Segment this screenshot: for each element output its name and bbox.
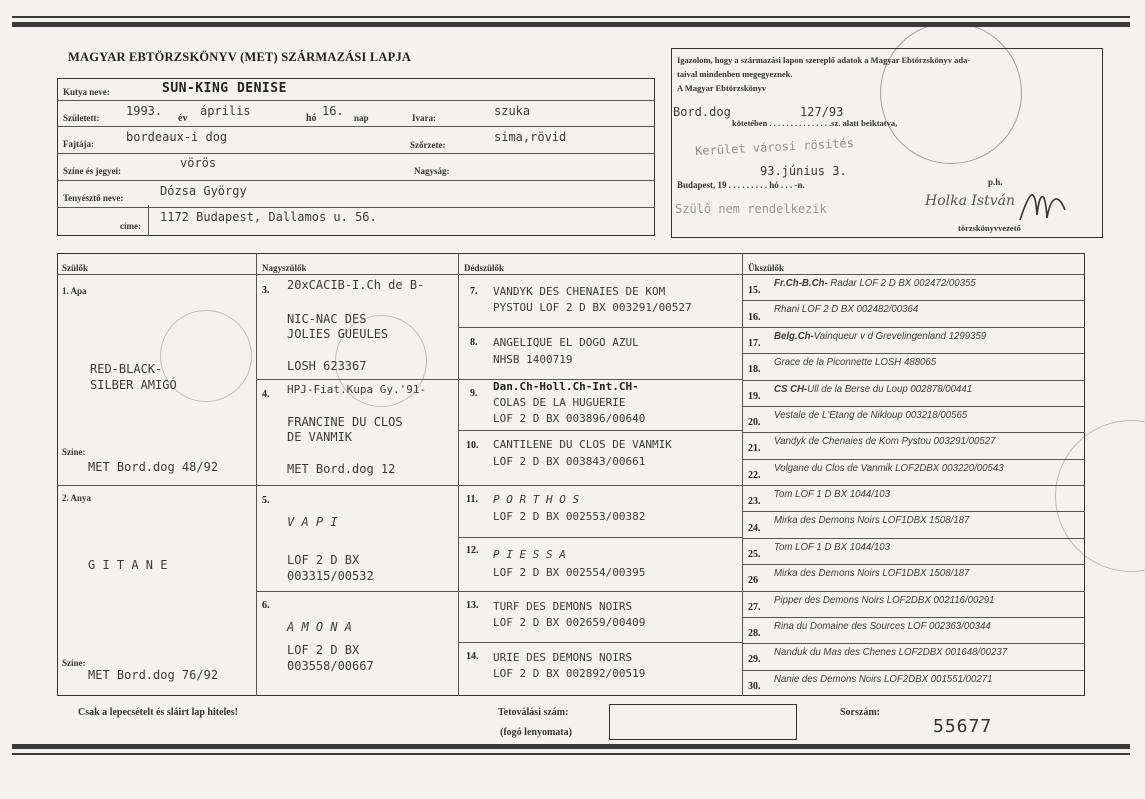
tattoo-label: Tetoválási szám: <box>498 707 569 718</box>
grandparent-line: FRANCINE DU CLOS <box>287 415 403 429</box>
born-month: április <box>200 104 251 118</box>
gggp-name: Nanduk du Mas des Chenes LOF2DBX 001648/00237 <box>774 646 1008 658</box>
ggp-num: 12. <box>466 545 479 556</box>
gggp-name: Ull de la Berse du Loup 002878/00441 <box>807 383 973 395</box>
gggp-entry <box>774 646 1007 658</box>
gggp-divider <box>742 459 1085 460</box>
ggp-line: LOF 2 D BX 002554/00395 <box>493 566 646 579</box>
ggp-line: VANDYK DES CHENAIES DE KOM <box>493 285 666 298</box>
gggp-divider <box>742 591 1085 592</box>
gggp-num: 26 <box>748 575 758 586</box>
grandparent-line: 003558/00667 <box>287 659 374 673</box>
gggp-num: 17. <box>748 338 761 349</box>
gggp-entry <box>774 514 969 526</box>
grandparent-line: LOF 2 D BX <box>287 643 360 657</box>
gggp-name: Vestale de L'Etang de Nikloup 003218/00565 <box>774 409 968 421</box>
ggp-num: 8. <box>470 337 478 348</box>
ggp-num: 13. <box>466 600 479 611</box>
gggp-name: Rina du Domaine des Sources LOF 002363/00344 <box>774 620 991 632</box>
gggp-title: CS CH- <box>774 383 808 395</box>
bottom-rule-thick <box>12 744 1130 749</box>
gggp-title: Fr.Ch-B.Ch- <box>774 277 828 289</box>
mother-label: 2. Anya <box>62 493 92 503</box>
grandparent-line: DE VANMIK <box>287 430 353 444</box>
grandparent-line: 003315/00532 <box>287 569 374 583</box>
breed-value: bordeaux-i dog <box>126 130 228 144</box>
sex-label: Ivara: <box>412 113 436 123</box>
gggp-entry <box>774 462 1004 474</box>
gggp-entry <box>774 541 890 553</box>
father-name-1: RED-BLACK- <box>90 362 163 376</box>
grandparent-line: HPJ-Fiat.Kupa Gy.'91- <box>287 383 427 396</box>
cert-text: A Magyar Ebtörzskönyv <box>677 83 767 93</box>
gggp-name: Pipper des Demons Noirs LOF2DBX 002116/00291 <box>774 594 995 606</box>
gggp-entry <box>774 488 890 500</box>
ggp-line: CANTILENE DU CLOS DE VANMIK <box>493 438 672 451</box>
ev-label: év <box>178 113 188 124</box>
date-line: Budapest, 19 . . . . . . . . . hó . . . -n. <box>677 180 805 190</box>
signature: Holka István <box>925 193 1016 209</box>
born-day: 16. <box>322 104 344 118</box>
divider <box>256 591 458 592</box>
gggp-name: Mirka des Demons Noirs LOF1DBX 1508/187 <box>774 514 970 526</box>
gggp-divider <box>742 353 1085 354</box>
gggp-name: Nanie des Demons Noirs LOF2DBX 001551/00271 <box>774 673 993 685</box>
breed-label: Fajtája: <box>63 139 94 149</box>
born-label: Született: <box>63 113 100 123</box>
divider <box>458 327 742 328</box>
mother-name: G I T A N E <box>88 558 168 572</box>
gggp-num: 21. <box>748 443 761 454</box>
gggp-num: 25. <box>748 549 761 560</box>
ggp-num: 11. <box>466 494 478 505</box>
gggp-name: Rhani LOF 2 D BX 002482/00364 <box>774 303 919 315</box>
gggp-name: Radar LOF 2 D BX 002472/00355 <box>827 277 976 289</box>
gggp-divider <box>742 300 1085 301</box>
gggp-entry <box>774 567 969 579</box>
sign-title: törzskönyvvezető <box>958 223 1021 233</box>
ggp-line: URIE DES DEMONS NOIRS <box>493 651 633 664</box>
divider <box>57 153 655 154</box>
grandparent-line: LOSH 623367 <box>287 359 367 373</box>
ggp-line: NHSB 1400719 <box>493 353 573 366</box>
ggp-line: LOF 2 D BX 002892/00519 <box>493 667 646 680</box>
ggp-line: P I E S S A <box>493 548 566 561</box>
ggp-line: COLAS DE LA HUGUERIE <box>493 396 626 409</box>
gggp-num: 16. <box>748 312 761 323</box>
gggp-entry <box>774 356 936 368</box>
gggp-divider <box>742 564 1085 565</box>
header-parents: Szülők <box>62 263 89 273</box>
divider <box>458 430 742 431</box>
gggp-divider <box>742 643 1085 644</box>
gp-num: 6. <box>262 600 270 611</box>
divider <box>57 126 655 127</box>
serial-label: Sorszám: <box>840 707 880 718</box>
cert-text: Igazolom, hogy a származási lapon szereplő adatok a Magyar Ebtörzskönyv ada- <box>677 55 971 65</box>
born-year: 1993. <box>126 104 163 118</box>
ph-label: p.h. <box>988 177 1003 187</box>
father-reg: MET Bord.dog 48/92 <box>88 460 219 474</box>
breeder-value: Dózsa György <box>160 184 247 198</box>
divider <box>57 180 655 181</box>
divider <box>256 379 458 380</box>
gp-num: 3. <box>262 285 270 296</box>
gggp-title: Belg.Ch- <box>774 330 814 342</box>
grandparent-line: 20xCACIB-I.Ch de B- <box>287 278 425 292</box>
gggp-name: Vandyk de Chenaies de Kom Pystou 003291/00527 <box>774 435 996 447</box>
parent-divider <box>57 485 458 486</box>
header-divider <box>57 274 1085 275</box>
col-divider <box>742 253 743 696</box>
gggp-num: 19. <box>748 391 761 402</box>
grandparent-line: LOF 2 D BX <box>287 553 360 567</box>
header-great-grandparents: Dédszülők <box>464 263 505 273</box>
ggp-num: 10. <box>466 440 479 451</box>
gggp-entry <box>774 435 995 447</box>
divider <box>57 207 655 208</box>
color-label: Színe és jegyei: <box>63 166 121 176</box>
father-name-2: SILBER AMIGÓ <box>90 378 177 392</box>
top-rule <box>12 16 1130 18</box>
grandparent-line: V A P I <box>287 515 338 529</box>
size-label: Nagyság: <box>414 166 450 176</box>
header-great-great-grandparents: Ükszülők <box>748 263 785 273</box>
ggp-num: 7. <box>470 286 478 297</box>
ggp-line: LOF 2 D BX 002659/00409 <box>493 616 646 629</box>
gggp-num: 23. <box>748 496 761 507</box>
tattoo-sub: (fogó lenyomata) <box>500 727 572 738</box>
gggp-entry <box>774 620 991 632</box>
ggp-line: LOF 2 D BX 003843/00661 <box>493 455 646 468</box>
divider <box>57 100 655 101</box>
kotet-line: kötetében . . . . . . . . . . . . . . .sz. alatt beiktatva, <box>732 118 898 128</box>
gggp-name: Tom LOF 1 D BX 1044/103 <box>774 541 890 553</box>
gggp-name: Tom LOF 1 D BX 1044/103 <box>774 488 890 500</box>
gggp-entry <box>774 330 986 342</box>
gggp-num: 27. <box>748 602 761 613</box>
tattoo-input[interactable] <box>609 704 797 740</box>
gggp-num: 15. <box>748 285 761 296</box>
gggp-entry <box>774 594 995 606</box>
mother-reg: MET Bord.dog 76/92 <box>88 668 219 682</box>
divider <box>458 537 742 538</box>
gggp-num: 30. <box>748 681 761 692</box>
divider <box>458 642 742 643</box>
mother-color-label: Színe: <box>62 658 86 668</box>
gggp-name: Vainqueur v d Grevelingenland 1299359 <box>813 330 987 342</box>
breeder-label: Tenyésztő neve: <box>63 193 124 203</box>
address-label: címe: <box>120 221 141 231</box>
note-text: Szülő nem rendelkezik <box>675 202 827 216</box>
ggp-line: ANGELIQUE EL DOGO AZUL <box>493 336 639 349</box>
gggp-entry <box>774 303 918 315</box>
grandparent-line: JOLIES GUEULES <box>287 327 389 341</box>
gggp-divider <box>742 670 1085 671</box>
father-color-label: Színe: <box>62 447 86 457</box>
gggp-divider <box>742 406 1085 407</box>
ho-label: hó <box>306 113 317 124</box>
gggp-name: Grace de la Piconnette LOSH 488065 <box>774 356 937 368</box>
gggp-num: 22. <box>748 470 761 481</box>
book-number: 127/93 <box>800 105 844 119</box>
dog-name: SUN-KING DENISE <box>162 81 287 96</box>
gggp-divider <box>742 617 1085 618</box>
gggp-name: Volgane du Clos de Vanmik LOF2DBX 003220/00543 <box>774 462 1004 474</box>
gggp-entry <box>774 383 972 395</box>
authenticity-notice: Csak a lepecsételt és sláirt lap hiteles! <box>78 707 238 718</box>
gggp-num: 20. <box>748 417 761 428</box>
gggp-divider <box>742 327 1085 328</box>
col-divider <box>256 253 257 696</box>
date-value: 93.június 3. <box>760 164 847 178</box>
color-value: vörös <box>180 156 217 170</box>
cert-text: taival mindenben megegyeznek. <box>677 69 793 79</box>
gggp-num: 28. <box>748 628 761 639</box>
page-title: MAGYAR EBTÖRZSKÖNYV (MET) SZÁRMAZÁSI LAPJA <box>68 50 412 64</box>
gggp-num: 18. <box>748 364 761 375</box>
gggp-divider <box>742 432 1085 433</box>
divider <box>458 485 742 486</box>
serial-number: 55677 <box>933 716 993 737</box>
book-value: Bord.dog <box>673 105 731 119</box>
nap-label: nap <box>354 113 369 123</box>
coat-value: sima,rövid <box>494 130 567 144</box>
gggp-divider <box>742 511 1085 512</box>
name-label: Kutya neve: <box>63 87 110 97</box>
father-label: 1. Apa <box>62 286 87 296</box>
gggp-name: Mirka des Demons Noirs LOF1DBX 1508/187 <box>774 567 970 579</box>
ggp-line: TURF DES DEMONS NOIRS <box>493 600 633 613</box>
divider <box>458 591 742 592</box>
gggp-num: 29. <box>748 654 761 665</box>
ggp-line: P O R T H O S <box>493 493 580 506</box>
ggp-line: PYSTOU LOF 2 D BX 003291/00527 <box>493 301 692 314</box>
ggp-num: 9. <box>470 388 478 399</box>
gggp-num: 24. <box>748 523 761 534</box>
ggp-line: Dan.Ch-Holl.Ch-Int.CH- <box>493 380 639 393</box>
gggp-entry <box>774 673 993 685</box>
coat-label: Szőrzete: <box>410 140 446 150</box>
gggp-entry <box>774 277 976 289</box>
ggp-line: LOF 2 D BX 003896/00640 <box>493 412 646 425</box>
divider <box>148 205 149 236</box>
gp-num: 5. <box>262 495 270 506</box>
ggp-num: 14. <box>466 651 479 662</box>
address-value: 1172 Budapest, Dallamos u. 56. <box>160 210 377 224</box>
col-divider <box>458 253 459 696</box>
ggp-line: LOF 2 D BX 002553/00382 <box>493 510 646 523</box>
header-grandparents: Nagyszülők <box>262 263 307 273</box>
gggp-divider <box>742 538 1085 539</box>
grandparent-line: MET Bord.dog 12 <box>287 462 396 476</box>
city-stamp-text: Kerület városi rösités <box>694 135 855 159</box>
gggp-entry <box>774 409 967 421</box>
signature-scribble <box>1015 180 1075 230</box>
bottom-rule <box>12 753 1130 755</box>
gp-num: 4. <box>262 389 270 400</box>
gggp-divider <box>742 380 1085 381</box>
grandparent-line: A M O N A <box>287 620 353 634</box>
sex-value: szuka <box>494 104 531 118</box>
gggp-divider <box>742 485 1085 486</box>
grandparent-line: NIC-NAC DES <box>287 312 367 326</box>
